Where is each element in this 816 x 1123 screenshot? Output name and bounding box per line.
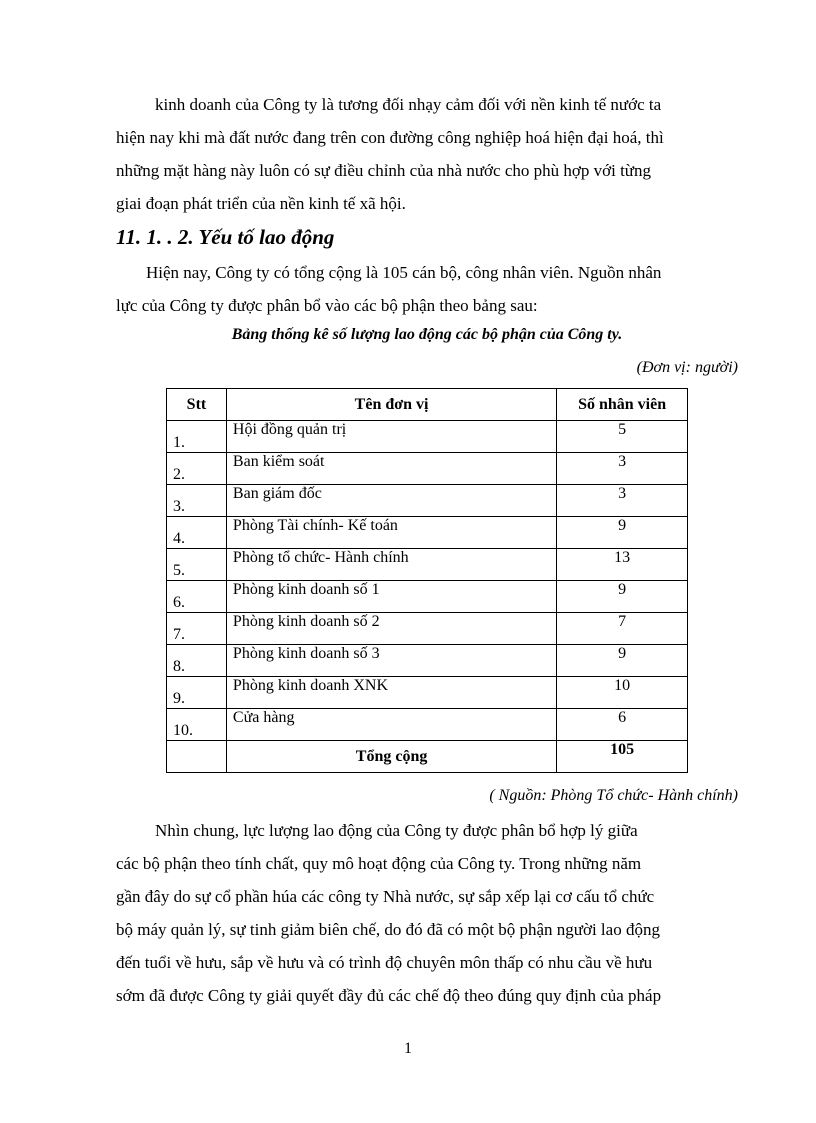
table-source: ( Nguồn: Phòng Tổ chức- Hành chính) <box>489 787 738 804</box>
text-line: Nhìn chung, lực lượng lao động của Công ty được phân bổ hợp lý giữa <box>155 821 638 840</box>
row-staff-count: 13 <box>557 549 688 581</box>
row-unit-name: Ban kiểm soát <box>226 453 556 485</box>
row-stt: 5. <box>167 549 227 581</box>
total-stt-empty <box>167 741 227 773</box>
row-unit-name: Phòng kinh doanh số 2 <box>226 613 556 645</box>
paragraph-continued <box>116 88 738 220</box>
header-unit-name: Tên đơn vị <box>226 389 556 421</box>
table-unit: (Đơn vị: người) <box>636 359 738 376</box>
row-staff-count: 5 <box>557 421 688 453</box>
row-staff-count: 9 <box>557 517 688 549</box>
row-stt: 8. <box>167 645 227 677</box>
row-staff-count: 9 <box>557 581 688 613</box>
row-staff-count: 7 <box>557 613 688 645</box>
row-stt: 4. <box>167 517 227 549</box>
text-line: lực của Công ty được phân bổ vào các bộ phận theo bảng sau: <box>116 296 538 315</box>
text-line: bộ máy quản lý, sự tinh giảm biên chế, do đó đã có một bộ phận người lao động <box>116 920 660 939</box>
row-stt: 9. <box>167 677 227 709</box>
page-number: 1 <box>404 1040 412 1057</box>
row-unit-name: Phòng kinh doanh XNK <box>226 677 556 709</box>
text-line: sớm đã được Công ty giải quyết đầy đủ các chế độ theo đúng quy định của pháp <box>116 986 662 1005</box>
table-row <box>167 485 688 517</box>
table-row <box>167 581 688 613</box>
table-row <box>167 421 688 453</box>
row-unit-name: Phòng Tài chính- Kế toán <box>226 517 556 549</box>
table-row <box>167 645 688 677</box>
text-line: kinh doanh của Công ty là tương đối nhạy cảm đối với nền kinh tế nước ta <box>155 95 662 114</box>
table-caption: Bảng thống kê số lượng lao động các bộ phận của Công ty. <box>231 326 623 343</box>
row-staff-count: 3 <box>557 453 688 485</box>
table-row <box>167 549 688 581</box>
row-unit-name: Phòng kinh doanh số 1 <box>226 581 556 613</box>
row-stt: 6. <box>167 581 227 613</box>
row-stt: 10. <box>167 709 227 741</box>
row-stt: 2. <box>167 453 227 485</box>
row-unit-name: Cửa hàng <box>226 709 556 741</box>
row-stt: 1. <box>167 421 227 453</box>
header-stt: Stt <box>167 389 227 421</box>
row-staff-count: 9 <box>557 645 688 677</box>
row-unit-name: Phòng tổ chức- Hành chính <box>226 549 556 581</box>
table-header-row <box>167 389 688 421</box>
total-label: Tổng cộng <box>226 741 556 773</box>
text-line: những mặt hàng này luôn có sự điều chỉnh của nhà nước cho phù hợp với từng <box>116 161 652 180</box>
row-stt: 3. <box>167 485 227 517</box>
text-line: gần đây do sự cổ phần húa các công ty Nhà nước, sự sắp xếp lại cơ cấu tổ chức <box>116 887 655 906</box>
row-unit-name: Phòng kinh doanh số 3 <box>226 645 556 677</box>
paragraph-staff-intro <box>116 256 738 322</box>
row-stt: 7. <box>167 613 227 645</box>
total-count: 105 <box>557 741 688 773</box>
section-heading: 11. 1. . 2. Yếu tố lao động <box>116 225 335 249</box>
table-row <box>167 677 688 709</box>
text-line: hiện nay khi mà đất nước đang trên con đường công nghiệp hoá hiện đại hoá, thì <box>116 128 664 147</box>
row-staff-count: 3 <box>557 485 688 517</box>
header-staff-count: Số nhân viên <box>557 389 688 421</box>
table-row <box>167 613 688 645</box>
table-row <box>167 517 688 549</box>
table-row <box>167 453 688 485</box>
text-line: đến tuổi về hưu, sắp về hưu và có trình độ chuyên môn thấp có nhu cầu về hưu <box>116 953 653 972</box>
table-total-row <box>167 741 688 773</box>
text-line: Hiện nay, Công ty có tổng cộng là 105 cán bộ, công nhân viên. Nguồn nhân <box>146 263 662 282</box>
row-staff-count: 6 <box>557 709 688 741</box>
text-line: các bộ phận theo tính chất, quy mô hoạt động của Công ty. Trong những năm <box>116 854 642 873</box>
row-unit-name: Ban giám đốc <box>226 485 556 517</box>
text-line: giai đoạn phát triển của nền kinh tế xã hội. <box>116 194 406 213</box>
staff-table <box>166 388 688 773</box>
table-row <box>167 709 688 741</box>
row-unit-name: Hội đồng quản trị <box>226 421 556 453</box>
row-staff-count: 10 <box>557 677 688 709</box>
paragraph-analysis <box>116 814 738 1012</box>
